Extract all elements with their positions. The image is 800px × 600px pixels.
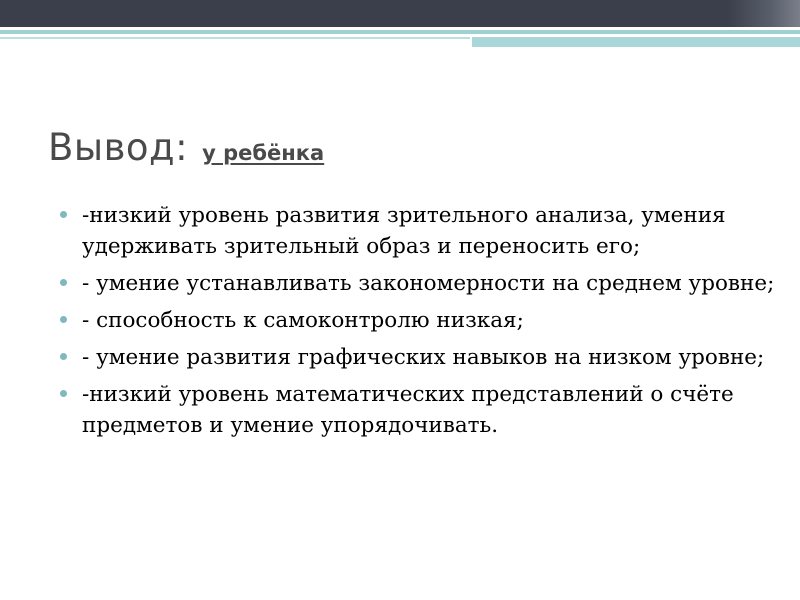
slide-title — [48, 126, 324, 176]
bullet-dot-icon — [60, 211, 67, 218]
top-decorative-band — [0, 0, 800, 27]
bullet-text: - умение развития графических навыков на низком уровне; — [82, 345, 765, 370]
title-main: Вывод: — [48, 126, 189, 169]
bullet-item — [60, 305, 780, 336]
accent-block — [472, 37, 800, 47]
bullet-dot-icon — [60, 316, 67, 323]
bullet-item — [60, 200, 780, 262]
bullet-text: -низкий уровень развития зрительного анализа, умения удерживать зрительный образ и переносить его; — [82, 203, 726, 259]
bullet-list — [60, 200, 780, 447]
bullet-dot-icon — [60, 279, 67, 286]
bullet-dot-icon — [60, 353, 67, 360]
bullet-item — [60, 379, 780, 441]
title-subtitle: у ребёнка — [202, 141, 325, 165]
bullet-item — [60, 268, 780, 299]
bullet-item — [60, 342, 780, 373]
bullet-text: -низкий уровень математических представлений о счёте предметов и умение упорядочивать. — [82, 382, 734, 438]
accent-line-thin — [0, 37, 470, 39]
bullet-text: - умение устанавливать закономерности на среднем уровне; — [82, 271, 775, 296]
accent-line — [0, 30, 800, 34]
bullet-text: - способность к самоконтролю низкая; — [82, 308, 524, 333]
bullet-dot-icon — [60, 390, 67, 397]
top-band-highlight — [728, 0, 800, 27]
